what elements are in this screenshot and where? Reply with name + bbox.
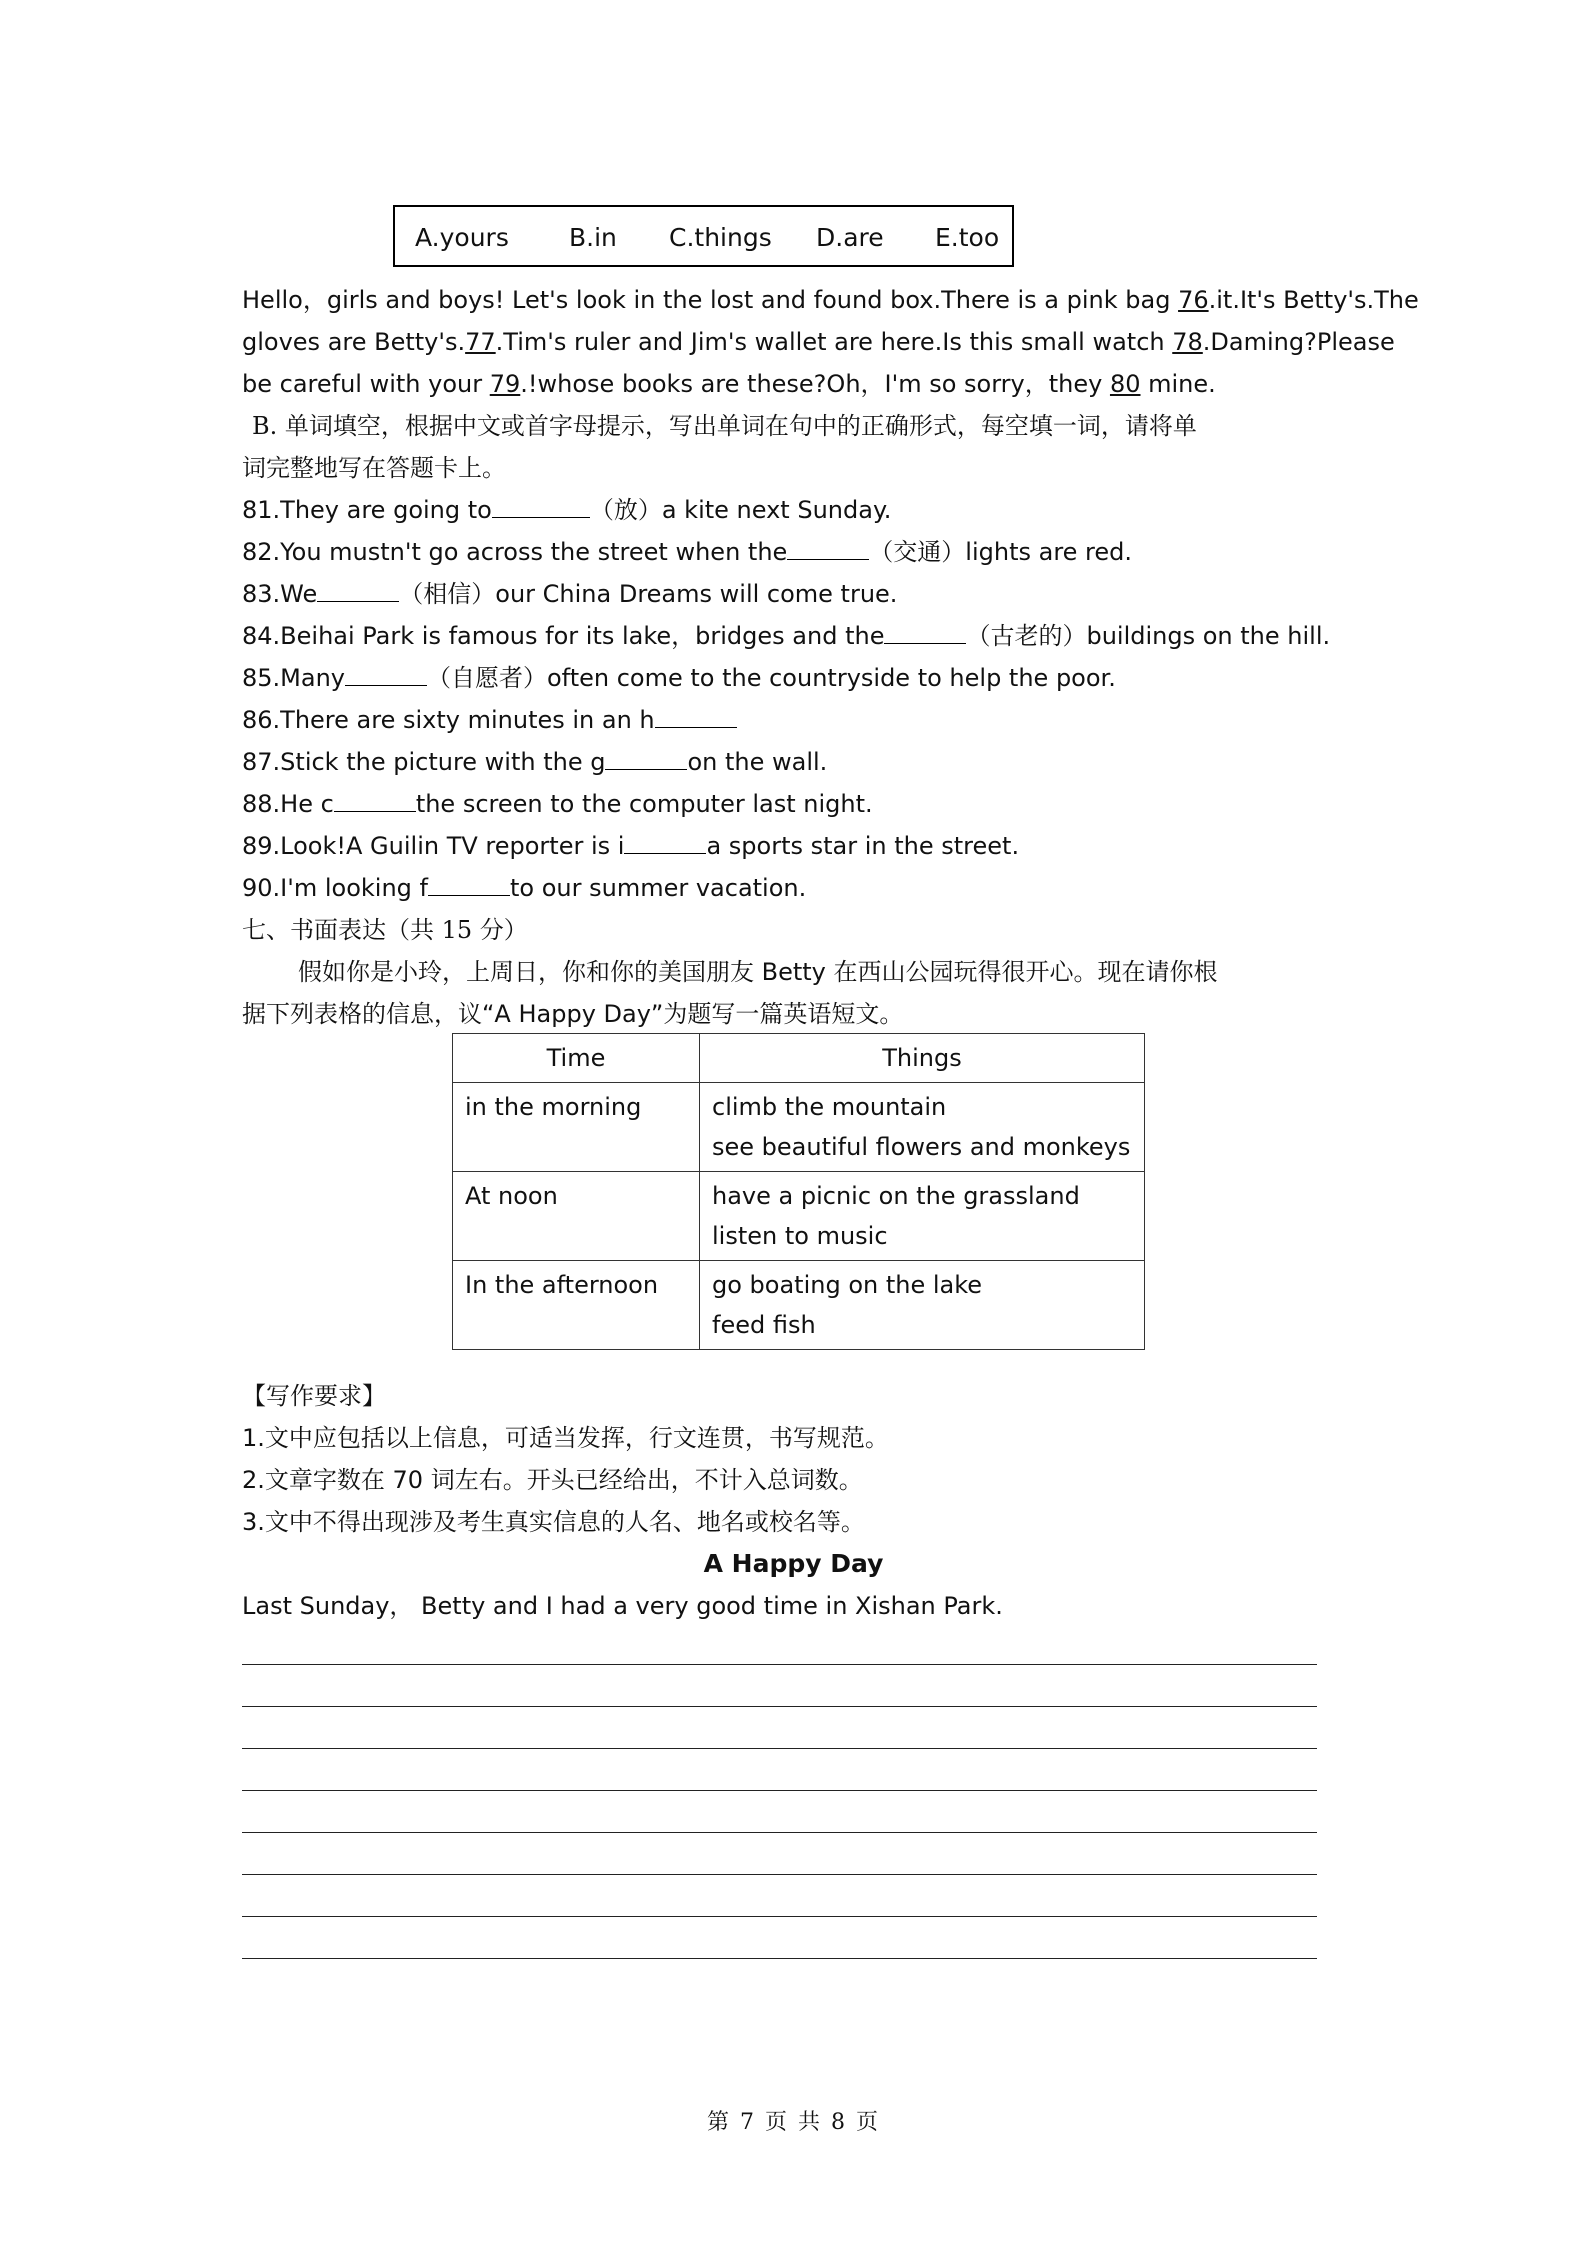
passage-line-1: Hello，girls and boys! Let's look in the lost and found box.There is a pink bag 76.it.It's Betty's.The — [242, 286, 1419, 314]
question-90: 90.I'm looking f to our summer vacation. — [242, 874, 807, 902]
option-e: E.too — [935, 223, 1000, 252]
answer-blank — [624, 831, 706, 854]
table-header-row — [453, 1034, 1145, 1083]
blank-79: 79 — [489, 370, 521, 398]
table-header-things: Things — [700, 1034, 1145, 1083]
answer-blank — [884, 621, 966, 644]
writing-line[interactable] — [242, 1748, 1317, 1749]
table-cell-things — [700, 1172, 1145, 1261]
writing-line[interactable] — [242, 1706, 1317, 1707]
thing-item: have a picnic on the grassland — [712, 1182, 1080, 1210]
option-b: B.in — [569, 223, 617, 252]
table-header-time: Time — [453, 1034, 700, 1083]
question-86: 86.There are sixty minutes in an h — [242, 705, 737, 735]
section-b-instruction-2: 词完整地写在答题卡上。 — [242, 454, 506, 482]
answer-blank — [317, 579, 399, 602]
answer-blank — [655, 705, 737, 728]
table-cell-time: in the morning — [453, 1083, 700, 1172]
answer-blank — [605, 747, 687, 770]
option-d: D.are — [816, 223, 884, 252]
section-b-instruction-1: B. 单词填空，根据中文或首字母提示，写出单词在句中的正确形式，每空填一词，请将单 — [252, 412, 1197, 440]
table-cell-time: In the afternoon — [453, 1261, 700, 1350]
requirement-1: 1.文中应包括以上信息，可适当发挥，行文连贯，书写规范。 — [242, 1424, 889, 1452]
requirements-heading: 【写作要求】 — [242, 1382, 386, 1410]
answer-blank — [334, 789, 416, 812]
table-row — [453, 1261, 1145, 1350]
essay-opening: Last Sunday， Betty and I had a very good time in Xishan Park. — [242, 1592, 1003, 1620]
section-7-intro-2: 据下列表格的信息，议“A Happy Day”为题写一篇英语短文。 — [242, 1000, 904, 1028]
answer-blank — [345, 663, 427, 686]
answer-blank — [787, 537, 869, 560]
section-7-heading: 七、书面表达（共 15 分） — [242, 916, 528, 944]
option-a: A.yours — [415, 223, 509, 252]
question-82: 82.You mustn't go across the street when the （交通）lights are red. — [242, 538, 1133, 566]
writing-line[interactable] — [242, 1790, 1317, 1791]
essay-title: A Happy Day — [703, 1549, 884, 1578]
blank-77: 77 — [465, 328, 496, 356]
option-c: C.things — [669, 223, 772, 252]
writing-line[interactable] — [242, 1958, 1317, 1959]
table-cell-time: At noon — [453, 1172, 700, 1261]
question-81: 81.They are going to （放）a kite next Sunday. — [242, 496, 892, 524]
blank-80: 80 — [1109, 370, 1141, 398]
table-row — [453, 1083, 1145, 1172]
question-87: 87.Stick the picture with the g on the wall. — [242, 748, 828, 776]
word-options-box — [393, 205, 1014, 267]
page-number: 第 7 页 共 8 页 — [707, 2110, 880, 2135]
requirement-3: 3.文中不得出现涉及考生真实信息的人名、地名或校名等。 — [242, 1508, 865, 1536]
table-cell-things — [700, 1261, 1145, 1350]
question-85: 85.Many （自愿者）often come to the countryside to help the poor. — [242, 664, 1116, 692]
passage-line-3: be careful with your 79.!whose books are these?Oh，I'm so sorry，they 80 mine. — [242, 370, 1216, 398]
writing-line[interactable] — [242, 1664, 1317, 1665]
thing-item: climb the mountain — [712, 1093, 947, 1121]
writing-line[interactable] — [242, 1874, 1317, 1875]
writing-line[interactable] — [242, 1832, 1317, 1833]
requirement-2: 2.文章字数在 70 词左右。开头已经给出，不计入总词数。 — [242, 1466, 863, 1494]
thing-item: listen to music — [712, 1222, 888, 1250]
blank-76: 76 — [1178, 286, 1209, 314]
table-cell-things — [700, 1083, 1145, 1172]
question-88: 88.He c the screen to the computer last night. — [242, 790, 873, 818]
blank-78: 78 — [1172, 328, 1203, 356]
question-84: 84.Beihai Park is famous for its lake，bridges and the （古老的）buildings on the hill. — [242, 622, 1331, 650]
thing-item: see beautiful flowers and monkeys — [712, 1133, 1131, 1161]
question-83: 83.We （相信）our China Dreams will come true. — [242, 580, 898, 608]
thing-item: feed fish — [712, 1311, 816, 1339]
answer-blank — [492, 495, 590, 518]
thing-item: go boating on the lake — [712, 1271, 983, 1299]
section-7-intro-1: 假如你是小玲，上周日，你和你的美国朋友 Betty 在西山公园玩得很开心。现在请你根 — [298, 958, 1218, 986]
answer-blank — [428, 873, 510, 896]
table-row — [453, 1172, 1145, 1261]
passage-line-2: gloves are Betty's.77.Tim's ruler and Jim's wallet are here.Is this small watch 78.Daming?Please — [242, 328, 1395, 356]
question-89: 89.Look!A Guilin TV reporter is i a sports star in the street. — [242, 832, 1020, 860]
info-table — [452, 1033, 1145, 1350]
writing-line[interactable] — [242, 1916, 1317, 1917]
